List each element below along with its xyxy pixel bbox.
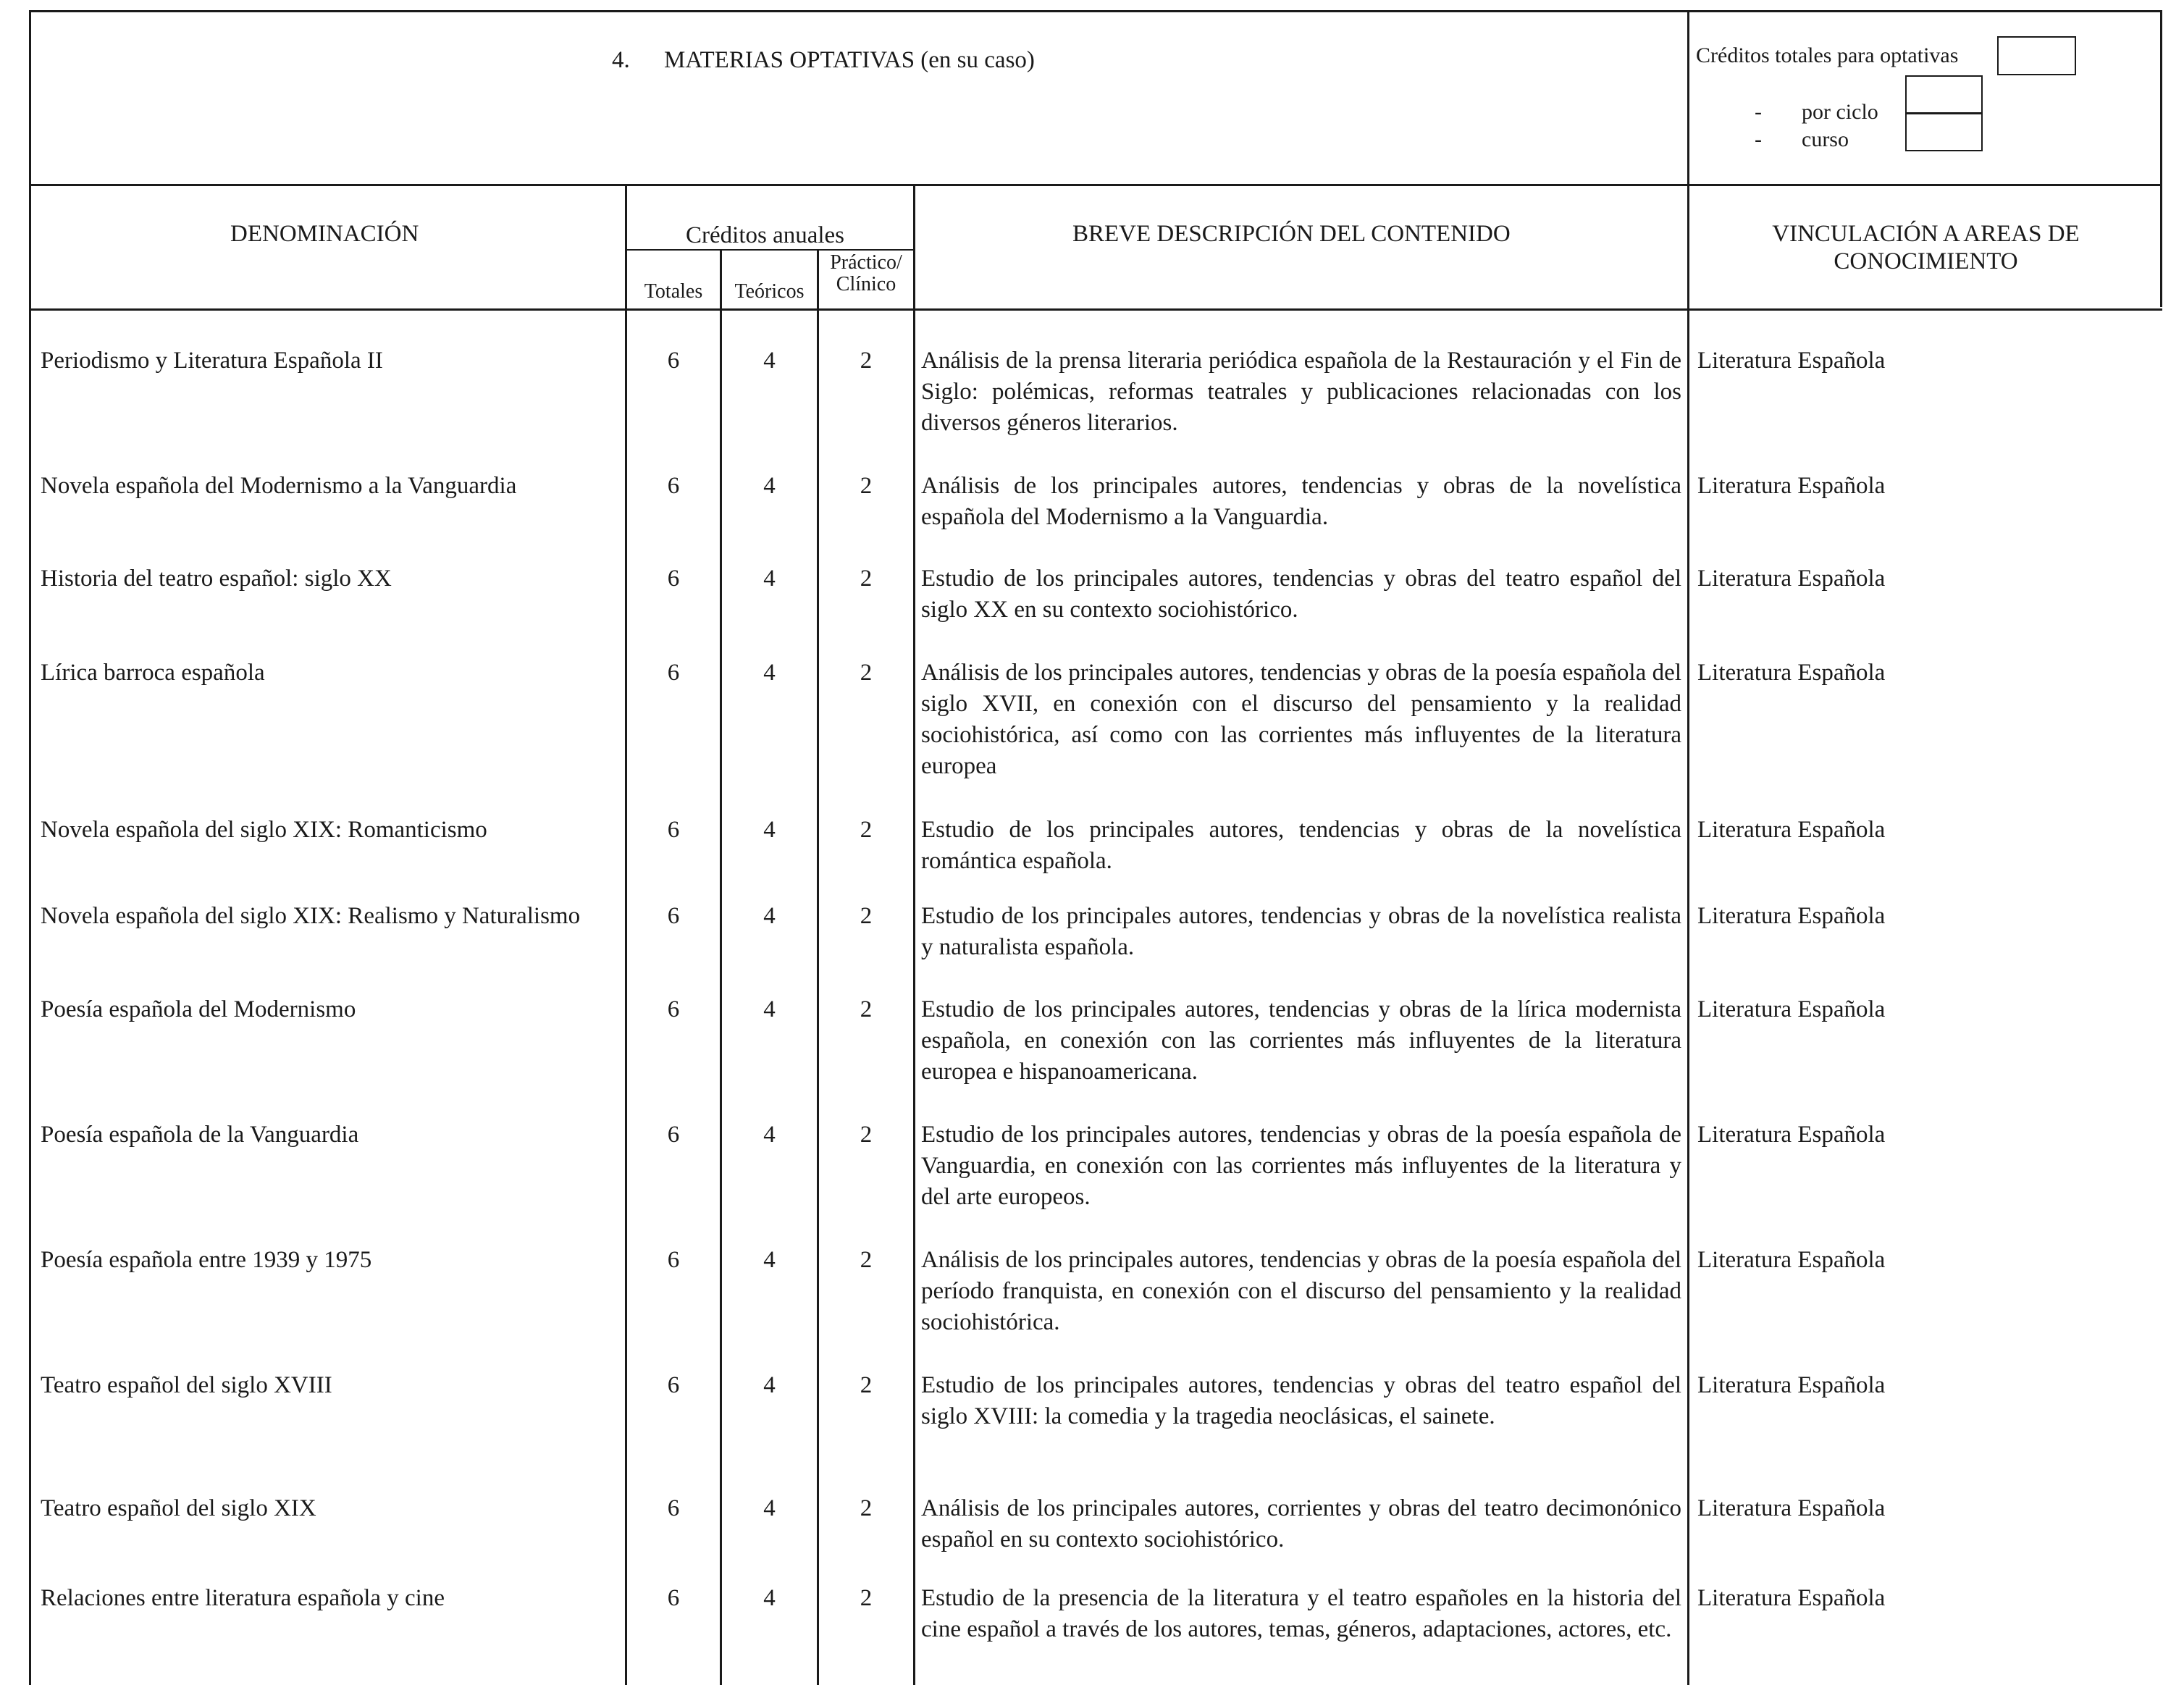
credits-totales: 6	[667, 1585, 680, 1611]
subject-description: Análisis de los principales autores, corrientes y obras del teatro decimonónico español en su contexto sociohistórico.	[921, 1495, 1681, 1552]
header-vinculacion-2: CONOCIMIENTO	[1834, 248, 2018, 274]
header-totales: Totales	[644, 280, 703, 303]
credits-teoricos: 4	[763, 817, 776, 843]
subject-name: Historia del teatro español: siglo XX	[41, 566, 392, 592]
knowledge-area: Literatura Española	[1697, 1247, 1886, 1273]
credits-practicos: 2	[860, 1122, 873, 1148]
credits-totales: 6	[667, 348, 680, 374]
subject-description: Análisis de los principales autores, tendencias y obras de la novelística española del Modernismo a la Vanguardia.	[921, 473, 1681, 530]
credits-total-field[interactable]	[1997, 36, 2076, 75]
credits-totales: 6	[667, 566, 680, 592]
section-title: MATERIAS OPTATIVAS (en su caso)	[664, 47, 1035, 73]
credits-teoricos: 4	[763, 566, 776, 592]
subject-description: Análisis de los principales autores, tendencias y obras de la poesía española del período franquista, en conexión con el discurso del pensamiento y la realidad sociohistórica.	[921, 1247, 1681, 1335]
col-line-3	[817, 249, 819, 1685]
header-teoricos: Teóricos	[734, 280, 805, 303]
header-vinculacion-1: VINCULACIÓN A AREAS DE	[1772, 221, 2080, 247]
credits-practicos: 2	[860, 660, 873, 686]
header-denominacion: DENOMINACIÓN	[230, 221, 419, 247]
credits-totales: 6	[667, 1247, 680, 1273]
credits-totales: 6	[667, 660, 680, 686]
credits-teoricos: 4	[763, 348, 776, 374]
subject-name: Periodismo y Literatura Española II	[41, 348, 383, 374]
credits-practicos: 2	[860, 473, 873, 499]
subject-name: Novela española del siglo XIX: Romanticismo	[41, 817, 487, 843]
knowledge-area: Literatura Española	[1697, 1495, 1886, 1521]
frame-left	[29, 10, 31, 1685]
credits-totales: 6	[667, 996, 680, 1022]
section-number: 4.	[612, 47, 630, 73]
credits-teoricos: 4	[763, 1585, 776, 1611]
subject-description: Estudio de los principales autores, tendencias y obras de la novelística realista y naturalista española.	[921, 903, 1681, 960]
credits-teoricos: 4	[763, 1247, 776, 1273]
credits-per-course-field[interactable]	[1905, 112, 1983, 151]
subject-name: Teatro español del siglo XIX	[41, 1495, 316, 1521]
per-cycle-label: por ciclo	[1802, 100, 1878, 124]
credits-totales: 6	[667, 903, 680, 929]
credits-per-cycle-field[interactable]	[1905, 75, 1983, 114]
per-course-label: curso	[1802, 127, 1849, 151]
subject-description: Análisis de los principales autores, tendencias y obras de la poesía española del siglo XVII, en conexión con el discurso del pensamiento y la realidad sociohistórica, así como con las corrientes más influyentes de la literatura europea	[921, 660, 1681, 779]
header-creditos-anuales: Créditos anuales	[686, 222, 845, 248]
credits-teoricos: 4	[763, 660, 776, 686]
header-divider	[29, 184, 2162, 186]
subject-description: Estudio de la presencia de la literatura y el teatro españoles en la historia del cine español a través de los autores, temas, géneros, adaptaciones, actores, etc.	[921, 1585, 1681, 1642]
knowledge-area: Literatura Española	[1697, 817, 1886, 843]
knowledge-area: Literatura Española	[1697, 996, 1886, 1022]
credits-teoricos: 4	[763, 1495, 776, 1521]
subject-name: Novela española del siglo XIX: Realismo y Naturalismo	[41, 903, 581, 929]
credits-practicos: 2	[860, 1372, 873, 1398]
knowledge-area: Literatura Española	[1697, 566, 1886, 592]
credits-totales: 6	[667, 473, 680, 499]
per-course-dash: -	[1755, 127, 1762, 151]
knowledge-area: Literatura Española	[1697, 348, 1886, 374]
credits-practicos: 2	[860, 348, 873, 374]
subject-name: Poesía española del Modernismo	[41, 996, 356, 1022]
subject-name: Teatro español del siglo XVIII	[41, 1372, 332, 1398]
credits-practicos: 2	[860, 1495, 873, 1521]
subject-description: Estudio de los principales autores, tendencias y obras de la novelística romántica española.	[921, 817, 1681, 874]
subject-name: Relaciones entre literatura española y cine	[41, 1585, 445, 1611]
credits-totales: 6	[667, 817, 680, 843]
subject-description: Estudio de los principales autores, tendencias y obras de la lírica modernista española, en conexión con las corrientes más influyentes de la literatura europea e hispanoamericana.	[921, 996, 1681, 1085]
credits-practicos: 2	[860, 903, 873, 929]
subject-name: Lírica barroca española	[41, 660, 265, 686]
knowledge-area: Literatura Española	[1697, 903, 1886, 929]
frame-top	[29, 10, 2162, 12]
subject-name: Novela española del Modernismo a la Vanguardia	[41, 473, 517, 499]
header-descripcion: BREVE DESCRIPCIÓN DEL CONTENIDO	[1072, 221, 1511, 247]
subject-description: Estudio de los principales autores, tendencias y obras de la poesía española de Vanguardia, en conexión con las corrientes más influyentes de la literatura y del arte europeos.	[921, 1122, 1681, 1210]
credits-teoricos: 4	[763, 1122, 776, 1148]
credits-totales: 6	[667, 1122, 680, 1148]
header-practico: Práctico/	[830, 251, 902, 274]
credits-practicos: 2	[860, 996, 873, 1022]
credits-practicos: 2	[860, 1585, 873, 1611]
credits-teoricos: 4	[763, 903, 776, 929]
credits-teoricos: 4	[763, 473, 776, 499]
credits-teoricos: 4	[763, 996, 776, 1022]
subject-name: Poesía española entre 1939 y 1975	[41, 1247, 372, 1273]
credits-practicos: 2	[860, 566, 873, 592]
subject-description: Estudio de los principales autores, tendencias y obras del teatro español del siglo XVIII: la comedia y la tragedia neoclásicas, el sainete.	[921, 1372, 1681, 1429]
per-cycle-dash: -	[1755, 100, 1762, 124]
knowledge-area: Literatura Española	[1697, 660, 1886, 686]
header-clinico: Clínico	[836, 273, 896, 295]
document-page	[29, 10, 2162, 1685]
subject-name: Poesía española de la Vanguardia	[41, 1122, 359, 1148]
credits-totales: 6	[667, 1495, 680, 1521]
subheader-divider	[29, 308, 2162, 311]
knowledge-area: Literatura Española	[1697, 1372, 1886, 1398]
knowledge-area: Literatura Española	[1697, 473, 1886, 499]
col-line-4	[913, 184, 915, 1685]
credits-total-label: Créditos totales para optativas	[1696, 43, 1959, 67]
credits-totales: 6	[667, 1372, 680, 1398]
credits-practicos: 2	[860, 1247, 873, 1273]
col-line-2	[720, 249, 722, 1685]
subject-description: Análisis de la prensa literaria periódica española de la Restauración y el Fin de Siglo: polémicas, reformas teatrales y publicaciones relacionadas con los diversos géneros literarios.	[921, 348, 1681, 436]
subject-description: Estudio de los principales autores, tendencias y obras del teatro español del siglo XX en su contexto sociohistórico.	[921, 566, 1681, 623]
credits-teoricos: 4	[763, 1372, 776, 1398]
knowledge-area: Literatura Española	[1697, 1122, 1886, 1148]
col-line-1	[625, 184, 627, 1685]
credits-practicos: 2	[860, 817, 873, 843]
knowledge-area: Literatura Española	[1697, 1585, 1886, 1611]
